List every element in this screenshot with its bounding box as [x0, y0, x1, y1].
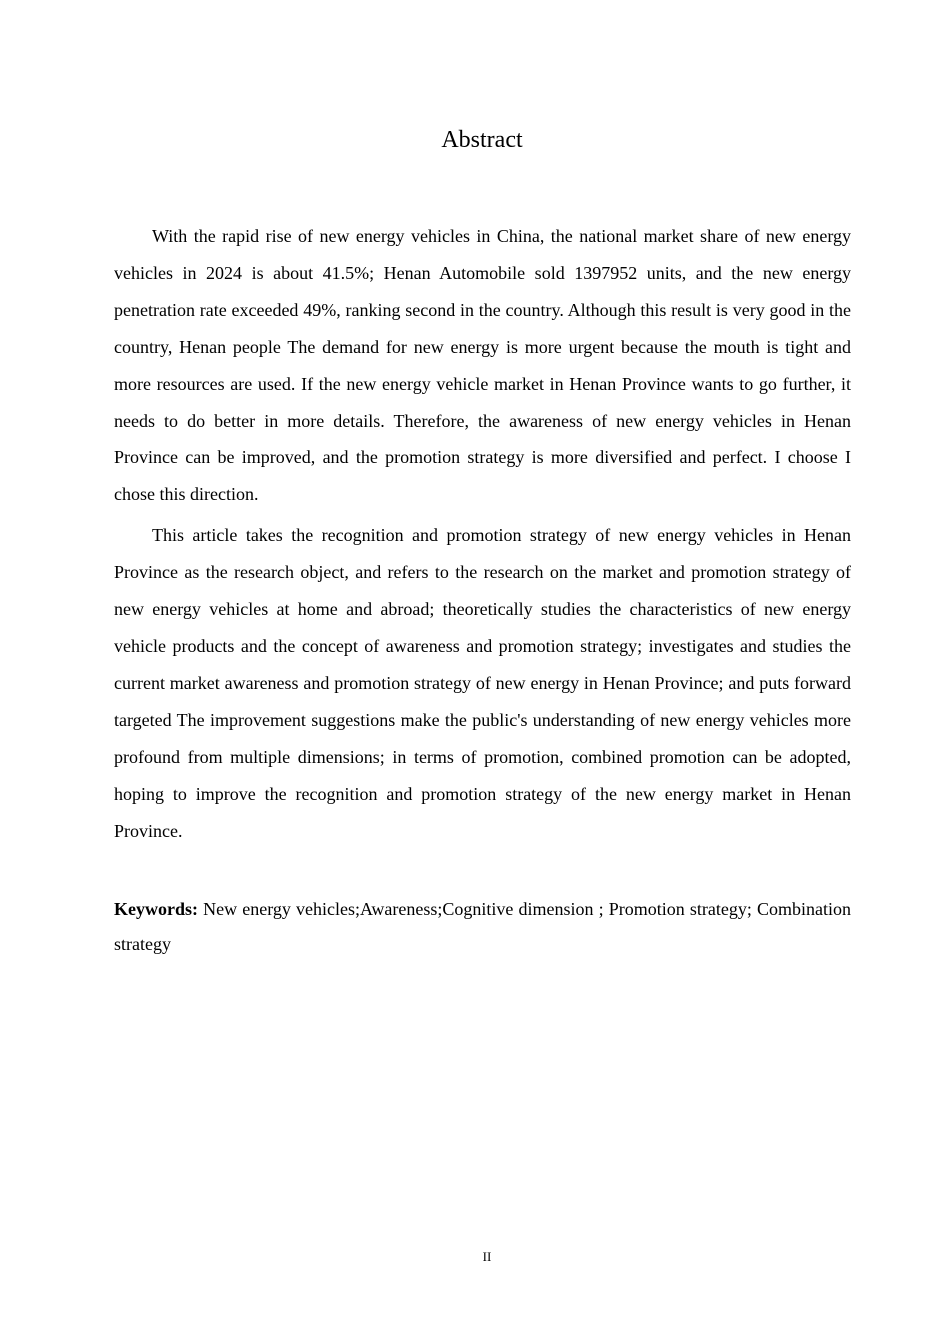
- abstract-paragraph-2: This article takes the recognition and promotion strategy of new energy vehicles in Henan Province as the research object, and refers to the research on the market and promotion strategy of new energy vehicles at home and abroad; theoretically studies the characteristics of new energy vehicle products and the concept of awareness and promotion strategy; investigates and studies the current market awareness and promotion strategy of new energy in Henan Province; and puts forward targeted The improvement suggestions make the public's understanding of new energy vehicles more profound from multiple dimensions; in terms of promotion, combined promotion can be adopted, hoping to improve the recognition and promotion strategy of the new energy market in Henan Province.: [114, 525, 851, 841]
- keywords-label: Keywords:: [114, 899, 198, 919]
- keywords-text: New energy vehicles;Awareness;Cognitive dimension ; Promotion strategy; Combination strategy: [114, 899, 851, 954]
- keywords-line: [114, 892, 851, 962]
- abstract-body: [114, 218, 851, 853]
- abstract-title: Abstract: [441, 127, 523, 153]
- page-number: II: [482, 1249, 492, 1264]
- abstract-paragraph-1: With the rapid rise of new energy vehicles in China, the national market share of new energy vehicles in 2024 is about 41.5%; Henan Automobile sold 1397952 units, and the new energy penetration rate exceeded 49%, ranking second in the country. Although this result is very good in the country, Henan people The demand for new energy is more urgent because the mouth is tight and more resources are used. If the new energy vehicle market in Henan Province wants to go further, it needs to do better in more details. Therefore, the awareness of new energy vehicles in Henan Province can be improved, and the promotion strategy is more diversified and perfect. I choose I chose this direction.: [114, 226, 851, 505]
